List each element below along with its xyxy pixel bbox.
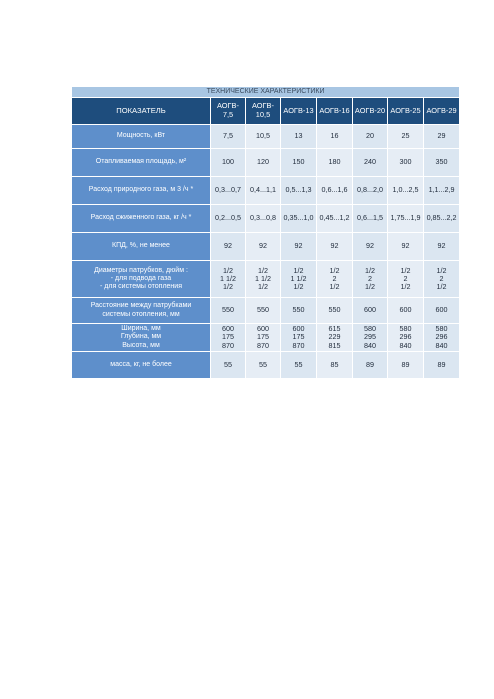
value-line: 0,5...1,3 [285, 185, 312, 195]
value-line: 0,45...1,2 [319, 213, 350, 223]
value-line: 120 [257, 157, 269, 167]
value-cell [388, 324, 424, 352]
value-line: 10,5 [256, 131, 270, 141]
row-label [72, 261, 211, 298]
value-cell [246, 324, 281, 352]
value-line: 1/2 [258, 282, 268, 292]
table-row [72, 149, 460, 177]
model-header-line: АОГВ-16 [319, 105, 350, 115]
row-label [72, 233, 211, 261]
value-cell [246, 298, 281, 324]
row-label-line: Расход сжиженного газа, кг /ч * [90, 214, 192, 222]
value-cell [353, 352, 388, 379]
row-label-line: Расход природного газа, м 3 /ч * [88, 186, 194, 194]
value-line: 175 [292, 332, 305, 342]
row-label-line: КПД, %, не менее [112, 242, 170, 250]
value-line: 1/2 [365, 265, 375, 275]
value-cell [424, 125, 460, 149]
value-line: 870 [292, 340, 305, 350]
value-cell [281, 261, 317, 298]
value-line: 550 [292, 305, 305, 315]
value-line: 92 [437, 241, 446, 251]
value-line: 600 [222, 324, 234, 334]
row-label-line: Мощность, кВт [116, 132, 166, 140]
model-header-line: АОГВ-13 [283, 105, 314, 115]
value-line: 600 [292, 324, 305, 334]
value-cell [424, 298, 460, 324]
model-header-line: АОГВ-29 [426, 105, 457, 115]
value-line: 1 1/2 [255, 273, 271, 283]
value-cell [281, 233, 317, 261]
value-line: 840 [435, 340, 448, 350]
value-line: 1/2 [329, 282, 340, 292]
table-row [72, 205, 460, 233]
table-body [72, 125, 460, 379]
value-line: 1 1/2 [220, 273, 236, 283]
header-label: ПОКАЗАТЕЛЬ [72, 98, 211, 125]
value-cell [353, 261, 388, 298]
value-cell [211, 261, 246, 298]
value-line: 600 [257, 324, 269, 334]
row-label-line: Ширина, мм [121, 325, 161, 333]
value-cell [388, 149, 424, 177]
value-line: 20 [366, 131, 374, 141]
row-label [72, 298, 211, 324]
value-line: 350 [435, 157, 448, 167]
value-line: 550 [257, 305, 269, 315]
value-cell [246, 233, 281, 261]
value-line: 1/2 [258, 265, 268, 275]
value-line: 840 [364, 340, 376, 350]
value-line: 550 [328, 305, 341, 315]
value-line: 600 [399, 305, 412, 315]
row-label-line: - для подвода газа [110, 274, 172, 282]
value-line: 1/2 [436, 265, 447, 275]
value-line: 2 [332, 273, 337, 283]
value-cell [317, 205, 353, 233]
model-header-line: 10,5 [255, 110, 271, 119]
row-label-line: Диаметры патрубков, дюйм : [94, 266, 188, 274]
value-line: 0,4...1,1 [250, 185, 276, 195]
model-header-line: АОГВ- [217, 101, 239, 111]
value-line: 295 [364, 332, 376, 342]
value-cell [353, 149, 388, 177]
model-header [281, 98, 317, 125]
value-cell [388, 177, 424, 205]
value-cell [246, 352, 281, 379]
value-line: 870 [222, 340, 234, 350]
row-label [72, 177, 211, 205]
value-line: 1/2 [400, 282, 411, 292]
value-cell [424, 177, 460, 205]
value-line: 0,6...1,6 [321, 185, 348, 195]
value-line: 92 [401, 241, 410, 251]
value-cell [353, 125, 388, 149]
value-cell [246, 205, 281, 233]
value-line: 300 [399, 157, 412, 167]
value-line: 100 [222, 157, 234, 167]
value-cell [281, 352, 317, 379]
row-label [72, 149, 211, 177]
value-cell [317, 233, 353, 261]
value-line: 89 [401, 359, 410, 369]
value-cell [246, 125, 281, 149]
table-row [72, 233, 460, 261]
model-header [246, 98, 281, 125]
row-label [72, 205, 211, 233]
value-cell [353, 324, 388, 352]
value-line: 2 [368, 273, 372, 283]
value-cell [211, 324, 246, 352]
value-line: 580 [435, 324, 448, 334]
value-cell [424, 324, 460, 352]
value-cell [317, 177, 353, 205]
value-line: 1,75...1,9 [390, 213, 421, 223]
value-cell [317, 352, 353, 379]
value-cell [388, 205, 424, 233]
value-cell [424, 205, 460, 233]
table-title: ТЕХНИЧЕСКИЕ ХАРАКТЕРИСТИКИ [72, 87, 460, 98]
table-row [72, 177, 460, 205]
value-line: 16 [330, 131, 339, 141]
value-line: 1/2 [329, 265, 340, 275]
value-line: 0,6...1,5 [357, 213, 383, 223]
value-line: 580 [399, 324, 412, 334]
model-header-line: 7,5 [222, 110, 234, 119]
value-cell [424, 149, 460, 177]
value-cell [388, 261, 424, 298]
row-label-line: - для системы отопления [100, 283, 182, 291]
value-cell [211, 125, 246, 149]
table-row [72, 261, 460, 298]
value-line: 25 [401, 131, 410, 141]
value-cell [246, 177, 281, 205]
value-cell [353, 233, 388, 261]
value-cell [424, 233, 460, 261]
value-line: 296 [435, 332, 448, 342]
value-line: 0,3...0,8 [250, 213, 276, 223]
value-cell [388, 233, 424, 261]
model-header [424, 98, 460, 125]
value-line: 1,0...2,5 [392, 185, 419, 195]
table-row [72, 125, 460, 149]
row-label-line: Расстояние между патрубками [90, 302, 192, 310]
value-cell [317, 298, 353, 324]
value-line: 7,5 [223, 131, 233, 141]
value-line: 1/2 [365, 282, 375, 292]
value-line: 92 [330, 241, 339, 251]
value-cell [317, 261, 353, 298]
value-line: 175 [257, 332, 269, 342]
header-row [72, 98, 460, 125]
model-header-line: АОГВ-20 [354, 105, 386, 115]
value-line: 0,35...1,0 [283, 213, 314, 223]
row-label-line: Высота, мм [122, 341, 160, 349]
value-cell [317, 149, 353, 177]
row-label-line: Глубина, мм [120, 333, 162, 341]
value-line: 55 [224, 359, 232, 369]
value-cell [211, 233, 246, 261]
value-line: 550 [222, 305, 234, 315]
value-line: 2 [403, 273, 408, 283]
value-line: 1,1...2,9 [428, 185, 455, 195]
value-line: 55 [294, 359, 303, 369]
value-cell [281, 125, 317, 149]
model-header [317, 98, 353, 125]
value-cell [211, 205, 246, 233]
value-cell [281, 324, 317, 352]
value-cell [211, 177, 246, 205]
model-header [388, 98, 424, 125]
specifications-table [71, 86, 460, 379]
value-line: 1/2 [293, 282, 304, 292]
value-line: 600 [364, 305, 376, 315]
value-line: 13 [294, 131, 303, 141]
value-cell [317, 324, 353, 352]
value-line: 150 [292, 157, 305, 167]
value-line: 229 [328, 332, 341, 342]
value-cell [388, 352, 424, 379]
row-label [72, 324, 211, 352]
value-line: 815 [328, 340, 341, 350]
value-cell [317, 125, 353, 149]
value-cell [281, 177, 317, 205]
value-line: 580 [364, 324, 376, 334]
value-line: 2 [439, 273, 444, 283]
value-line: 840 [399, 340, 412, 350]
value-line: 0,85...2,2 [426, 213, 457, 223]
value-line: 175 [222, 332, 234, 342]
value-line: 1/2 [400, 265, 411, 275]
value-cell [281, 149, 317, 177]
value-cell [388, 298, 424, 324]
value-cell [424, 261, 460, 298]
value-line: 1/2 [223, 265, 233, 275]
row-label [72, 352, 211, 379]
value-line: 89 [437, 359, 446, 369]
value-cell [353, 177, 388, 205]
value-line: 92 [366, 241, 374, 251]
value-cell [424, 352, 460, 379]
table-row [72, 298, 460, 324]
value-line: 240 [364, 157, 376, 167]
row-label-line: Отапливаемая площадь, м² [95, 158, 187, 166]
value-line: 29 [437, 131, 446, 141]
value-line: 55 [259, 359, 267, 369]
value-line: 180 [328, 157, 341, 167]
model-header [353, 98, 388, 125]
model-header-line: АОГВ- [252, 101, 274, 111]
value-line: 89 [366, 359, 374, 369]
value-cell [353, 205, 388, 233]
row-label-line: системы отопления, мм [102, 310, 180, 318]
value-line: 615 [328, 324, 341, 334]
value-line: 0,8...2,0 [357, 185, 383, 195]
table-row [72, 352, 460, 379]
value-line: 92 [259, 241, 267, 251]
model-header-line: АОГВ-25 [390, 105, 421, 115]
value-cell [281, 205, 317, 233]
value-cell [388, 125, 424, 149]
value-line: 0,2...0,5 [215, 213, 241, 223]
row-label-line: масса, кг, не более [110, 360, 172, 368]
value-cell [246, 149, 281, 177]
row-label [72, 125, 211, 149]
value-line: 1/2 [436, 282, 447, 292]
value-line: 85 [330, 359, 339, 369]
table-row [72, 324, 460, 352]
value-cell [211, 298, 246, 324]
model-header [211, 98, 246, 125]
value-line: 0,3...0,7 [215, 185, 241, 195]
value-cell [211, 352, 246, 379]
value-line: 1/2 [293, 265, 304, 275]
value-cell [353, 298, 388, 324]
value-line: 92 [224, 241, 232, 251]
value-line: 296 [399, 332, 412, 342]
value-line: 1/2 [223, 282, 233, 292]
value-line: 600 [435, 305, 448, 315]
value-line: 1 1/2 [290, 273, 307, 283]
value-cell [211, 149, 246, 177]
value-line: 870 [257, 340, 269, 350]
value-cell [281, 298, 317, 324]
value-line: 92 [294, 241, 303, 251]
value-cell [246, 261, 281, 298]
